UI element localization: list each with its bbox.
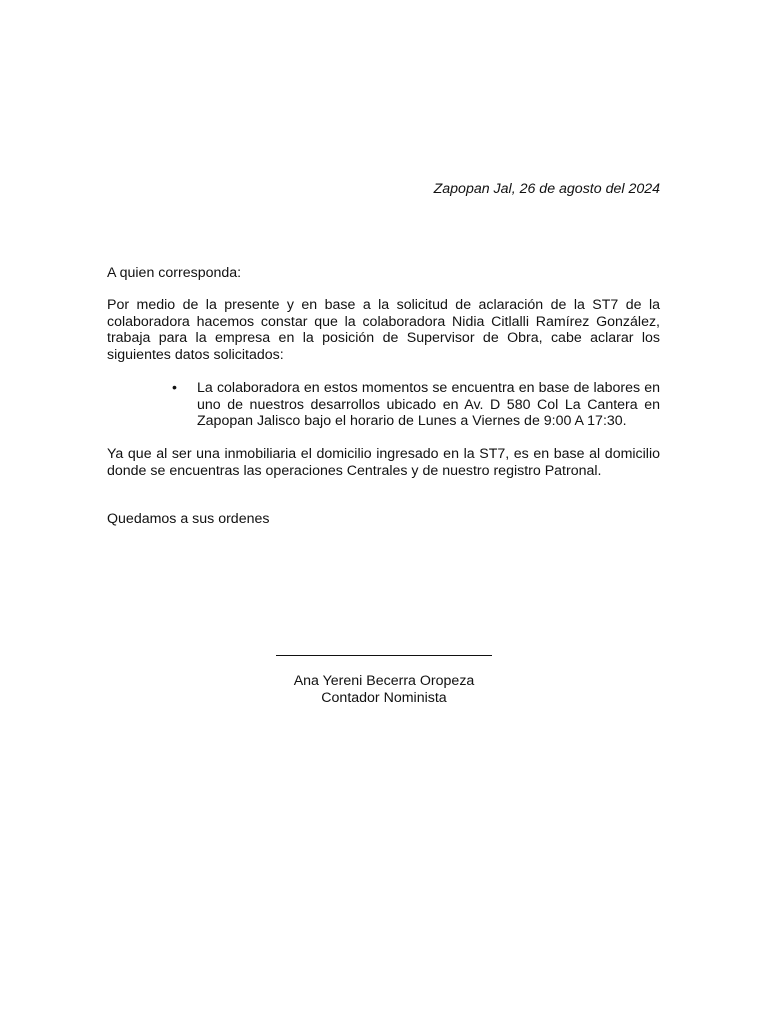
letter-paragraph-intro: Por medio de la presente y en base a la solicitud de aclaración de la ST7 de la colaboradora hacemos constar que la colaboradora Nidia Citlalli Ramírez González, trabaja para la empresa en la posición de Supervisor de Obra, cabe aclarar los siguientes datos solicitados: xyxy=(107,297,660,363)
letter-closing: Quedamos a sus ordenes xyxy=(107,511,270,527)
letter-bullet-list xyxy=(170,380,660,430)
bullet-text: La colaboradora en estos momentos se encuentra en base de labores en uno de nuestros desarrollos ubicado en Av. D 580 Col La Cantera en Zapopan Jalisco bajo el horario de Lunes a Viernes de 9:00 A 17:30. xyxy=(197,380,660,429)
letter-paragraph-explanation: Ya que al ser una inmobiliaria el domicilio ingresado en la ST7, es en base al domicilio donde se encuentras las operaciones Centrales y de nuestro registro Patronal. xyxy=(107,446,660,479)
signer-title: Contador Nominista xyxy=(321,690,447,706)
signature-line xyxy=(276,655,492,656)
bullet-icon: • xyxy=(172,380,177,396)
letter-date: Zapopan Jal, 26 de agosto del 2024 xyxy=(433,181,660,197)
list-item xyxy=(170,380,660,430)
letter-greeting: A quien corresponda: xyxy=(107,265,242,281)
signer-name: Ana Yereni Becerra Oropeza xyxy=(293,673,475,689)
